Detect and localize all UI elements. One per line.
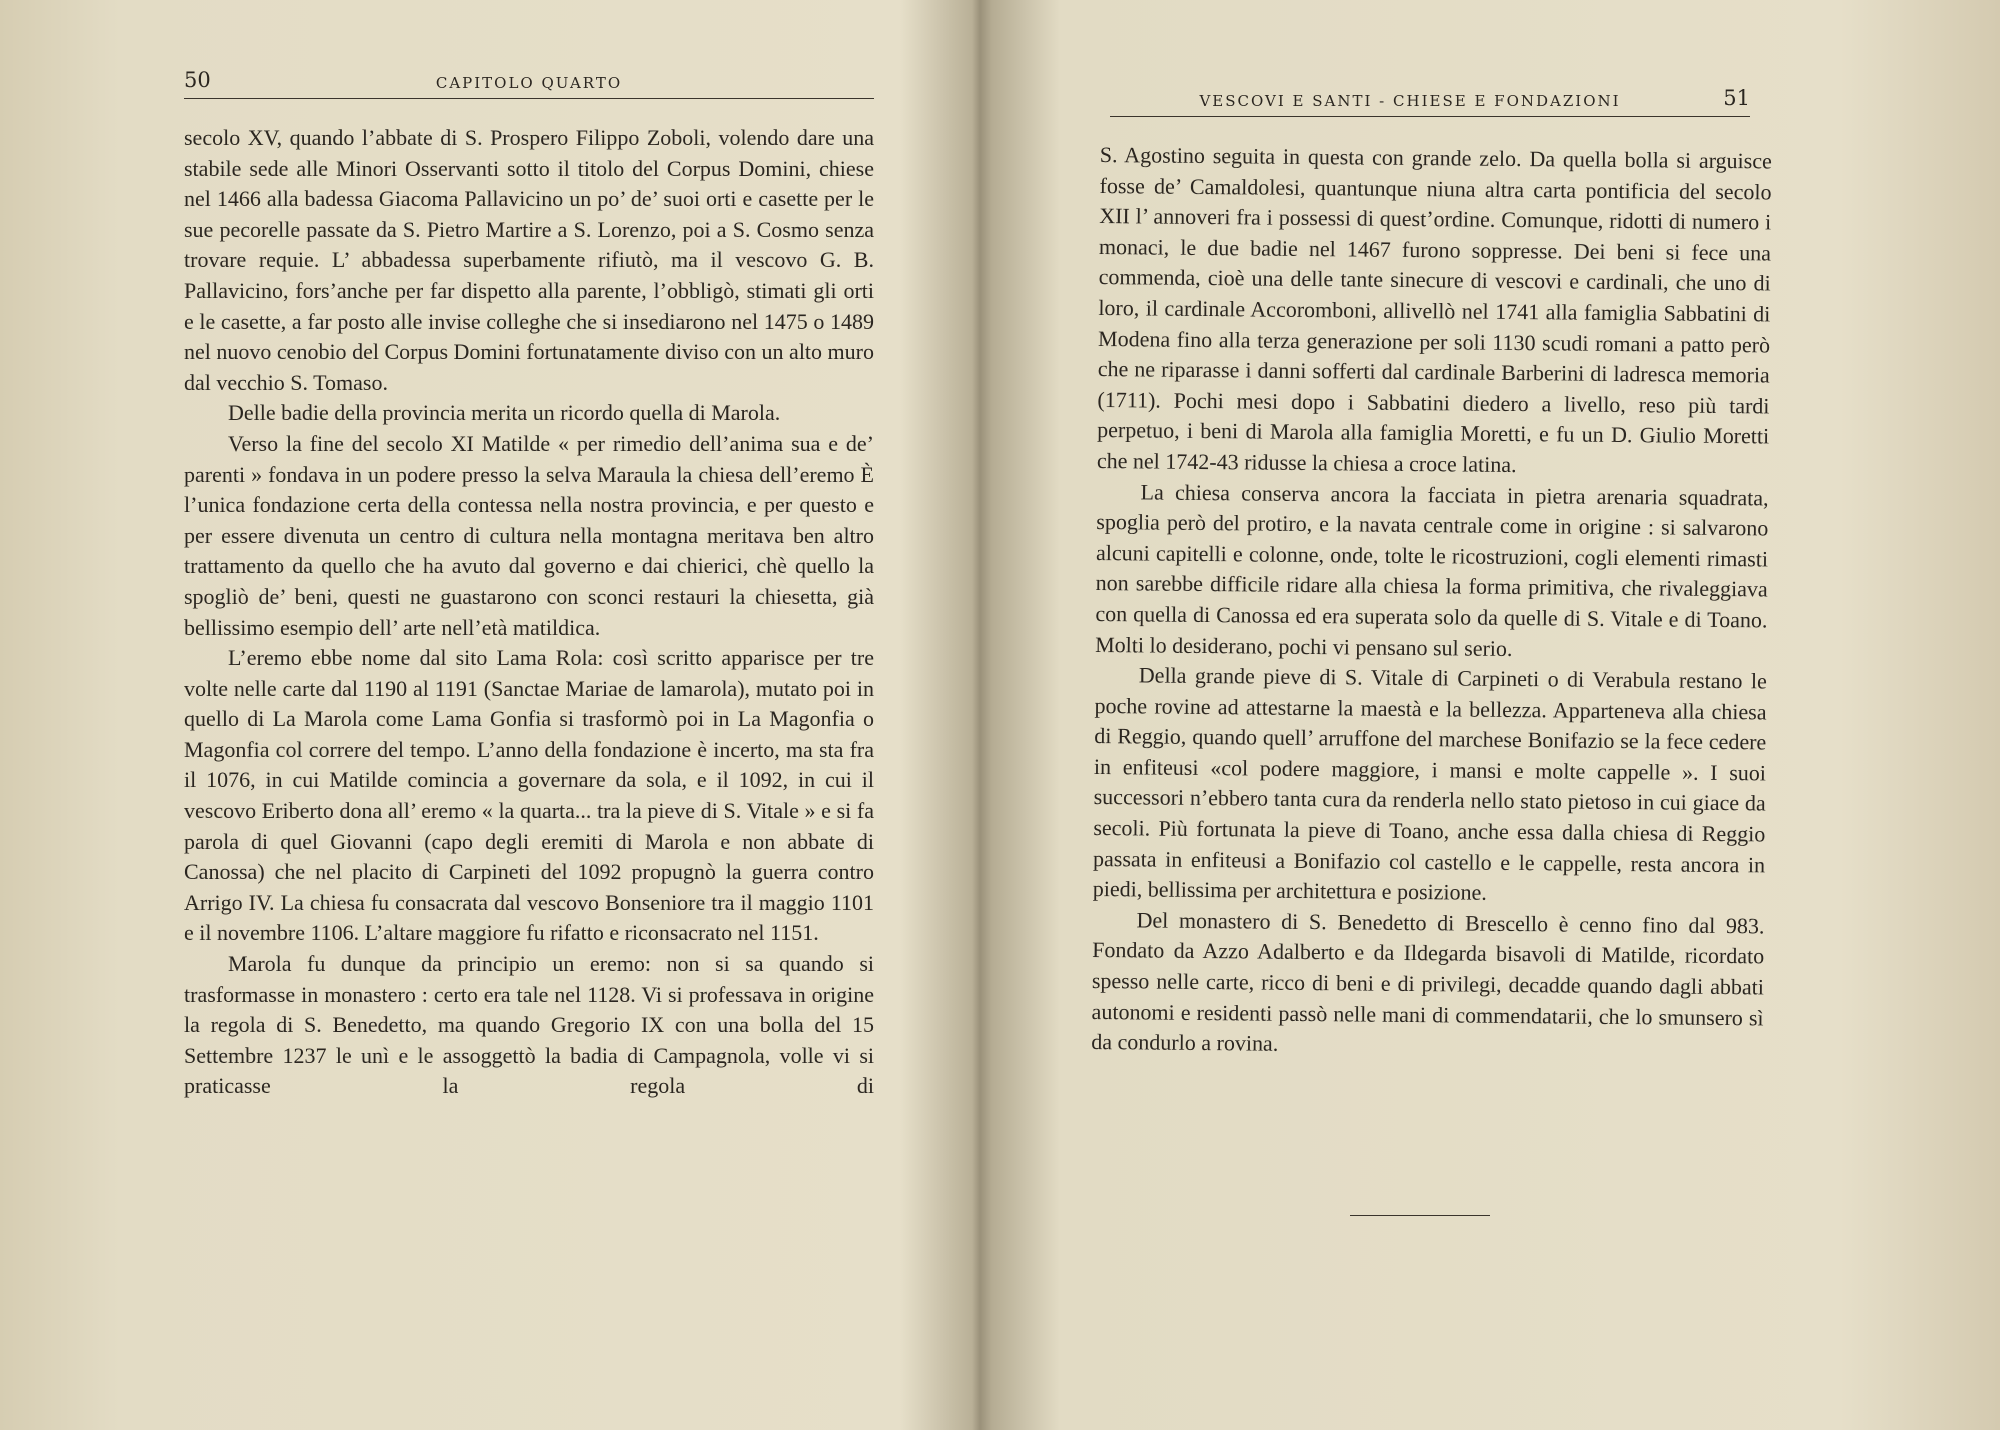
paragraph: Della grande pieve di S. Vitale di Carpineti o di Verabula restano le poche rovine ad attestarne la maestà e la bellezza. Apparteneva alla chiesa di Reggio, quando quell’ arruffone del marchese Bonifazio se la fece cedere in enfiteusi «col podere maggiore, i mansi e molte cappelle ». I suoi successori n’ebbero tanta cura da renderla nello stato pietoso in cui giace da secoli. Più fortunata la pieve di Toano, anche essa dalla chiesa di Reggio passata in enfiteusi a Bonifazio col castello e le cappelle, resta ancora in piedi, bellissima per architettura e posizione. bbox=[1092, 662, 1767, 905]
end-rule bbox=[1350, 1215, 1490, 1216]
left-page bbox=[0, 0, 980, 1430]
page-number: 50 bbox=[184, 68, 211, 92]
right-page-header bbox=[1110, 80, 1750, 117]
right-page bbox=[980, 0, 2000, 1430]
paragraph: Marola fu dunque da principio un eremo: non si sa quando si trasformasse in monastero : certo era tale nel 1128. Vi si professava in origine la regola di S. Benedetto, ma quando Gregorio IX con una bolla del 15 Settembre 1237 le unì e le assoggettò la badia di Campagnola, volle vi si praticasse la regola di bbox=[184, 951, 874, 1099]
right-page-text bbox=[1091, 140, 1772, 1064]
paragraph: secolo XV, quando l’abbate di S. Prospero Filippo Zoboli, volendo dare una stabile sede alle Minori Osservanti sotto il titolo del Corpus Domini, chiese nel 1466 alla badessa Giacoma Pallavicino un po’ de’ suoi orti e casette per le sue pecorelle passate da S. Pietro Martire a S. Lorenzo, poi a S. Cosmo senza trovare requie. L’ abbadessa superbamente rifiutò, ma il vescovo G. B. Pallavicino, fors’anche per far dispetto alla parente, l’obbligò, stimati gli orti e le casette, a far posto alle invise colleghe che si insediarono nel 1475 o 1489 nel nuovo cenobio del Corpus Domini fortunatamente diviso con un alto muro dal vecchio S. Tomaso. bbox=[184, 125, 874, 395]
paragraph: Verso la fine del secolo XI Matilde « per rimedio dell’anima sua e de’ parenti » fondava in un podere presso la selva Maraula la chiesa dell’eremo È l’unica fondazione certa della contessa nella nostra provincia, e per questo e per essere divenuta un centro di cultura nella montagna meritava ben altro trattamento da quello che ha avuto dal governo e dai chierici, chè quello la spogliò de’ beni, questi ne guastarono con sconci restauri la chiesetta, già bellissimo esempio dell’ arte nell’età matildica. bbox=[184, 430, 874, 640]
paragraph: Delle badie della provincia merita un ricordo quella di Marola. bbox=[228, 400, 781, 426]
left-page-header bbox=[184, 62, 874, 99]
page-number: 51 bbox=[1723, 86, 1750, 110]
paragraph: S. Agostino seguita in questa con grande zelo. Da quella bolla si arguisce fosse de’ Camaldolesi, quantunque niuna altra carta pontificia del secolo XII l’ annoveri fra i possessi di quest’ordine. Comunque, ridotti di numero i monaci, le due badie nel 1467 furono soppresse. Dei beni si fece una commenda, cioè una delle tante sinecure di vescovi e cardinali, che uno di loro, il cardinale Accoromboni, allivellò nel 1741 alla famiglia Sabbatini di Modena fino alla terza generazione per soli 1130 scudi romani a patto però che ne riparasse i danni sofferti dal cardinale Barberini di ladresca memoria (1711). Pochi mesi dopo i Sabbatini diedero a livello, reso più tardi perpetuo, i beni di Marola alla famiglia Moretti, e fu un D. Giulio Moretti che nel 1742-43 ridusse la chiesa a croce latina. bbox=[1096, 141, 1772, 477]
running-title: CAPITOLO QUARTO bbox=[435, 74, 623, 92]
paragraph: La chiesa conserva ancora la facciata in pietra arenaria squadrata, spoglia però del protiro, e la navata centrale come in origine : si salvarono alcuni capitelli e colonne, onde, tolte le ricostruzioni, cogli elementi rimasti non sarebbe difficile ridare alla chiesa la forma primitiva, che rivaleggiava con quella di Canossa ed era superata solo da quelle di S. Vitale e di Toano. Molti lo desiderano, pochi vi pensano sul serio. bbox=[1095, 478, 1769, 661]
paragraph: L’eremo ebbe nome dal sito Lama Rola: così scritto apparisce per tre volte nelle carte dal 1190 al 1191 (Sanctae Mariae de lamarola), mutato poi in quello di La Marola come Lama Gonfia si trasformò poi in La Magonfia o Magonfia col correre del tempo. L’anno della fondazione è incerto, ma sta fra il 1076, in cui Matilde comincia a governare da sola, e il 1092, in cui il vescovo Eriberto dona all’ eremo « la quarta... tra la pieve di S. Vitale » e si fa parola di quel Giovanni (capo degli eremiti di Marola e non abbate di Canossa) che nel placito di Carpineti del 1092 propugnò la guerra contro Arrigo IV. La chiesa fu consacrata dal vescovo Bonseniore tra il maggio 1101 e il novembre 1106. L’altare maggiore fu rifatto e riconsacrato nel 1151. bbox=[184, 645, 874, 946]
left-page-text bbox=[184, 123, 874, 1102]
paragraph: Del monastero di S. Benedetto di Brescello è cenno fino dal 983. Fondato da Azzo Adalberto e da Ildegarda bisavoli di Matilde, ricordato spesso nelle carte, ricco di beni e di privilegi, decadde quando dagli abbati autonomi e residenti passò nelle mani di commendatarii, che lo smunsero sì da condurlo a rovina. bbox=[1091, 907, 1765, 1056]
running-title: VESCOVI E SANTI - CHIESE E FONDAZIONI bbox=[1199, 92, 1621, 110]
